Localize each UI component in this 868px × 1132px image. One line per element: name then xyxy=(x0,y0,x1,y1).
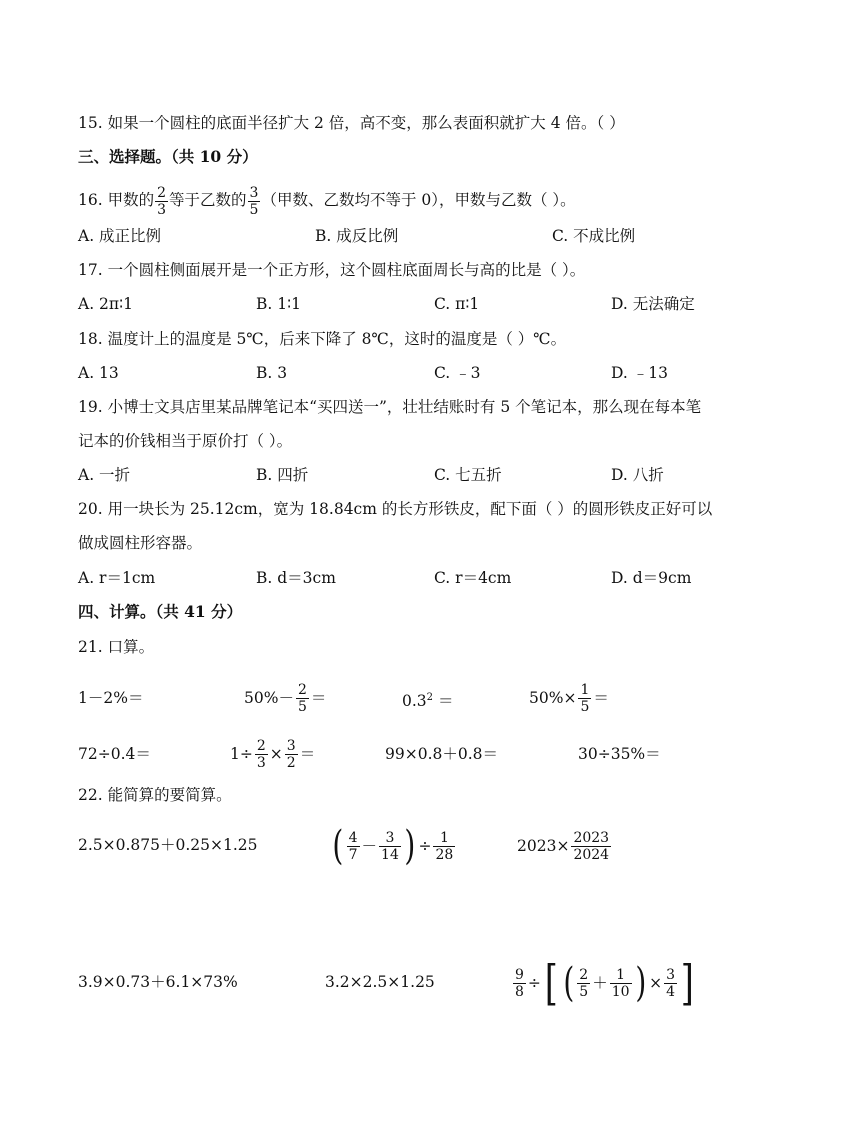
q21-expr-2 xyxy=(243,677,327,718)
q16-suffix: （甲数、乙数均不等于 0），甲数与乙数（ ）。 xyxy=(261,191,576,209)
equals-sign: ＝ xyxy=(593,689,609,707)
q22-expr-5: 3.2×2.5×1.25 xyxy=(325,973,435,991)
fraction xyxy=(513,967,526,1000)
fraction-denominator: 2 xyxy=(286,754,296,771)
fraction-denominator: 14 xyxy=(381,846,399,863)
q16-option-b: B. 成反比例 xyxy=(315,227,399,245)
q21-expr-3 xyxy=(402,687,453,712)
equals-sign: ＝ xyxy=(433,692,454,711)
fraction-numerator: 2 xyxy=(579,966,589,983)
fraction-numerator: 2 xyxy=(297,681,307,698)
fraction-numerator: 3 xyxy=(286,737,296,754)
fraction xyxy=(577,967,590,1000)
q22-expr-1: 2.5×0.875＋0.25×1.25 xyxy=(78,836,258,854)
operator: ＋ xyxy=(592,974,608,992)
q22-expr-3 xyxy=(516,822,612,869)
q21-expr-5: 72÷0.4＝ xyxy=(78,745,151,763)
q22-expr-2 xyxy=(330,822,456,869)
q21-expr-4 xyxy=(528,677,610,718)
q20-option-a: A. r＝1cm xyxy=(78,569,156,587)
q19-option-c: C. 七五折 xyxy=(434,466,502,484)
expr-base: 0.3 xyxy=(402,692,427,711)
q16-mid: 等于乙数的 xyxy=(169,191,247,209)
expr-text: 50%× xyxy=(529,689,577,707)
question-21-title: 21. 口算。 xyxy=(78,638,155,656)
operator: － xyxy=(361,837,378,855)
fraction xyxy=(433,830,455,863)
question-19-line-1: 19. 小博士文具店里某品牌笔记本“买四送一”，壮壮结账时有 5 个笔记本，那么现在每本笔 xyxy=(78,398,702,416)
question-22-title: 22. 能简算的要简算。 xyxy=(78,786,232,804)
q16-option-a: A. 成正比例 xyxy=(78,227,162,245)
q20-option-b: B. d＝3cm xyxy=(256,569,336,587)
q22-expr-6 xyxy=(512,956,697,1009)
q22-expr-4: 3.9×0.73＋6.1×73% xyxy=(78,973,238,991)
q16-fraction-2 xyxy=(248,185,261,218)
fraction xyxy=(347,830,360,863)
operator: ÷ xyxy=(418,837,432,855)
question-20-line-2: 做成圆柱形容器。 xyxy=(78,534,203,552)
fraction-denominator: 10 xyxy=(611,983,630,1000)
fraction xyxy=(664,967,677,1000)
q20-option-d: D. d＝9cm xyxy=(611,569,692,587)
section-4-heading: 四、计算。（共 41 分） xyxy=(78,602,243,621)
q21-expr-6 xyxy=(229,733,316,774)
q16-option-c: C. 不成比例 xyxy=(552,227,636,245)
fraction xyxy=(296,682,309,715)
fraction xyxy=(255,738,268,771)
fraction-denominator: 5 xyxy=(580,698,590,715)
fraction xyxy=(571,830,611,863)
fraction-numerator: 2 xyxy=(157,184,166,201)
fraction-denominator: 7 xyxy=(348,846,358,863)
question-20-line-1: 20. 用一块长为 25.12cm，宽为 18.84cm 的长方形铁皮，配下面（ ）的圆形铁皮正好可以 xyxy=(78,500,713,518)
fraction-denominator: 5 xyxy=(297,698,307,715)
fraction-numerator: 4 xyxy=(348,829,358,846)
q17-option-a: A. 2π∶1 xyxy=(78,295,133,313)
q21-expr-1: 1－2%＝ xyxy=(78,689,144,707)
q16-prefix: 16. 甲数的 xyxy=(78,191,155,209)
fraction-numerator: 1 xyxy=(580,681,590,698)
fraction-numerator: 3 xyxy=(666,966,676,983)
expr-text: 1÷ xyxy=(230,745,253,763)
fraction xyxy=(578,682,591,715)
q19-option-b: B. 四折 xyxy=(256,466,309,484)
fraction xyxy=(379,830,401,863)
equals-sign: ＝ xyxy=(299,745,316,763)
right-bracket: ] xyxy=(680,955,694,1011)
fraction-denominator: 5 xyxy=(579,983,589,1000)
fraction-numerator: 1 xyxy=(616,966,626,983)
q20-option-c: C. r＝4cm xyxy=(434,569,512,587)
section-3-heading: 三、选择题。（共 10 分） xyxy=(78,147,258,166)
fraction-denominator: 4 xyxy=(666,983,676,1000)
exponent: 2 xyxy=(426,692,434,703)
q21-expr-7: 99×0.8＋0.8＝ xyxy=(385,745,499,763)
left-paren: ( xyxy=(562,960,574,1006)
fraction-denominator: 8 xyxy=(515,983,524,1000)
q17-option-b: B. 1∶1 xyxy=(256,295,302,313)
q18-option-c: C. ﹣3 xyxy=(434,364,481,382)
left-bracket: [ xyxy=(544,955,558,1011)
fraction-denominator: 2024 xyxy=(573,846,610,863)
question-16 xyxy=(78,180,576,220)
right-paren: ) xyxy=(404,823,416,869)
fraction-numerator: 3 xyxy=(249,184,259,201)
fraction-numerator: 2023 xyxy=(573,829,610,846)
operator: ÷ xyxy=(527,974,541,992)
fraction-denominator: 28 xyxy=(435,846,454,863)
left-paren: ( xyxy=(332,823,344,869)
fraction-numerator: 2 xyxy=(256,737,266,754)
fraction-numerator: 1 xyxy=(439,829,449,846)
q16-fraction-1 xyxy=(155,185,168,218)
q18-option-a: A. 13 xyxy=(78,364,119,382)
fraction xyxy=(285,738,298,771)
question-15: 15. 如果一个圆柱的底面半径扩大 2 倍，高不变，那么表面积就扩大 4 倍。（ ） xyxy=(78,114,625,132)
equals-sign: ＝ xyxy=(310,689,327,707)
q19-option-d: D. 八折 xyxy=(611,466,664,484)
right-paren: ) xyxy=(634,960,646,1006)
operator: × xyxy=(269,745,283,763)
q17-option-c: C. π∶1 xyxy=(434,295,480,313)
question-19-line-2: 记本的价钱相当于原价打（ ）。 xyxy=(78,432,293,450)
q18-option-d: D. ﹣13 xyxy=(611,364,668,382)
expr-text: 2023× xyxy=(517,837,570,855)
fraction-denominator: 3 xyxy=(256,754,266,771)
fraction-numerator: 9 xyxy=(515,966,524,983)
question-17: 17. 一个圆柱侧面展开是一个正方形，这个圆柱底面周长与高的比是（ ）。 xyxy=(78,261,586,279)
operator: × xyxy=(649,974,663,992)
fraction-denominator: 5 xyxy=(249,201,259,218)
q21-expr-8: 30÷35%＝ xyxy=(578,745,661,763)
expr-text: 50%－ xyxy=(244,689,294,707)
question-18: 18. 温度计上的温度是 5℃，后来下降了 8℃，这时的温度是（ ）℃。 xyxy=(78,330,567,348)
q18-option-b: B. 3 xyxy=(256,364,288,382)
fraction xyxy=(610,967,632,1000)
q19-option-a: A. 一折 xyxy=(78,466,131,484)
fraction-numerator: 3 xyxy=(385,829,395,846)
fraction-denominator: 3 xyxy=(157,201,166,218)
q17-option-d: D. 无法确定 xyxy=(611,295,695,313)
